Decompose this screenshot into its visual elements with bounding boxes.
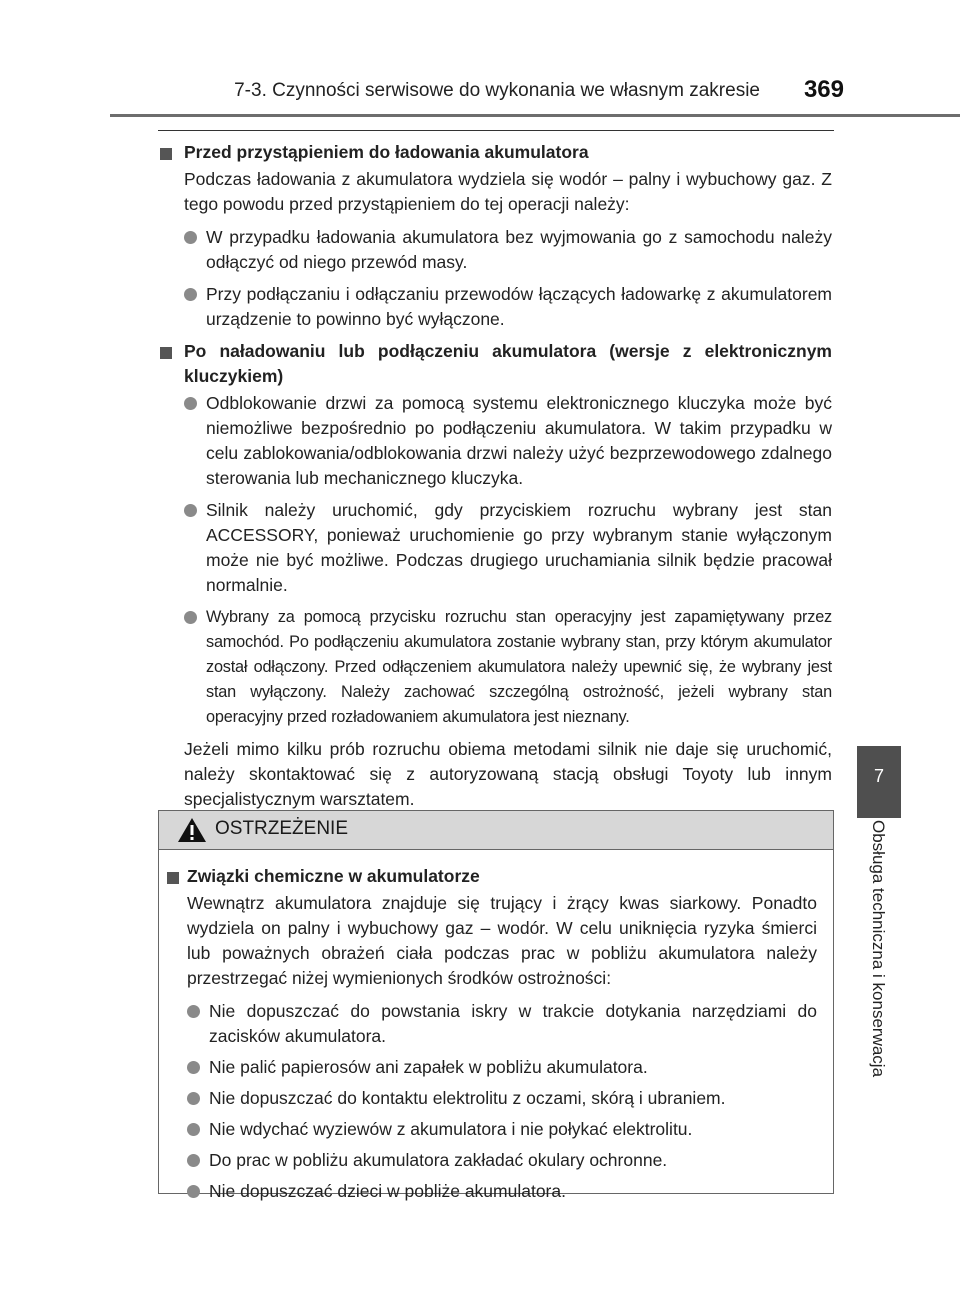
- list-item: [160, 225, 832, 275]
- header-divider: [110, 114, 960, 117]
- warning-title: OSTRZEŻENIE: [215, 818, 349, 839]
- header-title: 7-3. Czynności serwisowe do wykonania we własnym zakresie: [234, 80, 760, 101]
- list-item-text: Przy podłączaniu i odłączaniu przewodów łączących ładowarkę z akumulatorem urządzenie to powinno być wyłączone.: [206, 284, 832, 329]
- warning-heading: [167, 864, 817, 889]
- list-item-text: W przypadku ładowania akumulatora bez wyjmowania go z samochodu należy odłączyć od niego przewód masy.: [206, 227, 832, 272]
- section-heading-text: Po naładowaniu lub podłączeniu akumulatora (wersje z elektronicznym kluczykiem): [184, 341, 832, 386]
- warning-intro: Wewnątrz akumulatora znajduje się trujący i żrący kwas siarkowy. Ponadto wydziela on palny i wybuchowy gaz – wodór. W celu uniknięcia ryzyka śmierci lub poważnych obrażeń ciała podczas prac w pobliżu akumulatora należy przestrzegać niżej wymienionych środków ostrożności:: [187, 893, 817, 988]
- round-bullet-icon: [187, 1061, 200, 1074]
- round-bullet-icon: [184, 504, 197, 517]
- warning-box: [158, 810, 834, 1201]
- round-bullet-icon: [187, 1185, 200, 1198]
- round-bullet-icon: [184, 397, 197, 410]
- section-heading-text: Przed przystąpieniem do ładowania akumulatora: [184, 142, 589, 162]
- page-number: 369: [803, 76, 844, 103]
- main-content: [160, 140, 832, 820]
- list-item: [167, 1179, 817, 1204]
- round-bullet-icon: [187, 1005, 200, 1018]
- warning-heading-text: Związki chemiczne w akumulatorze: [187, 866, 480, 886]
- chapter-title: Obsługa techniczna i konserwacja: [869, 820, 888, 1078]
- round-bullet-icon: [184, 288, 197, 301]
- chapter-tab: [857, 746, 901, 818]
- round-bullet-icon: [184, 231, 197, 244]
- section-heading: [160, 140, 832, 165]
- list-item-text: Silnik należy uruchomić, gdy przyciskiem rozruchu wybrany jest stan ACCESSORY, ponieważ uruchomienie go przy wybranym stanie wyłączonym może nie być możliwe. Podczas drugiego uruchamiania silnik będzie pracował normalnie.: [206, 500, 832, 595]
- list-item: [167, 1148, 817, 1173]
- list-item: [160, 498, 832, 598]
- list-item: [160, 282, 832, 332]
- list-item-text: Do prac w pobliżu akumulatora zakładać okulary ochronne.: [209, 1150, 668, 1170]
- list-item: [160, 391, 832, 491]
- list-item-text: Nie palić papierosów ani zapałek w pobliżu akumulatora.: [209, 1057, 648, 1077]
- list-item: [167, 1055, 817, 1080]
- section-intro: Podczas ładowania z akumulatora wydziela się wodór – palny i wybuchowy gaz. Z tego powodu przed przystąpieniem do tej operacji należy:: [184, 169, 832, 214]
- list-item: [167, 1117, 817, 1142]
- chapter-number: 7: [873, 766, 884, 786]
- warning-header: [159, 811, 833, 850]
- content-divider: [158, 130, 834, 131]
- square-bullet-icon: [160, 347, 172, 359]
- page-header: [0, 0, 960, 120]
- square-bullet-icon: [160, 148, 172, 160]
- square-bullet-icon: [167, 872, 179, 884]
- list-item-text: Nie dopuszczać do kontaktu elektrolitu z oczami, skórą i ubraniem.: [209, 1088, 726, 1108]
- round-bullet-icon: [184, 611, 197, 624]
- warning-triangle-icon: [177, 817, 207, 843]
- list-item: [160, 605, 832, 730]
- list-item-text: Nie dopuszczać do powstania iskry w trakcie dotykania narzędziami do zacisków akumulatora.: [209, 1001, 817, 1046]
- warning-content: [159, 850, 833, 1204]
- round-bullet-icon: [187, 1123, 200, 1136]
- section-heading: [160, 339, 832, 389]
- list-item-text: Nie dopuszczać dzieci w pobliże akumulatora.: [209, 1181, 566, 1201]
- list-item-text: Odblokowanie drzwi za pomocą systemu elektronicznego kluczyka może być niemożliwe bezpośrednio po podłączeniu akumulatora. W takim przypadku w celu zablokowania/odblokowania drzwi należy użyć bezprzewodowego zdalnego sterowania lub mechanicznego kluczyka.: [206, 393, 832, 488]
- list-item: [167, 1086, 817, 1111]
- round-bullet-icon: [187, 1092, 200, 1105]
- section-closing: Jeżeli mimo kilku prób rozruchu obiema metodami silnik nie daje się uruchomić, należy skontaktować się z autoryzowaną stacją obsługi Toyoty lub innym specjalistycznym warsztatem.: [184, 739, 832, 809]
- list-item-text: Nie wdychać wyziewów z akumulatora i nie połykać elektrolitu.: [209, 1119, 693, 1139]
- round-bullet-icon: [187, 1154, 200, 1167]
- list-item: [167, 999, 817, 1049]
- list-item-text: Wybrany za pomocą przycisku rozruchu stan operacyjny jest zapamiętywany przez samochód. Po podłączeniu akumulatora zostanie wybrany stan, przy którym akumulator został odłączony. Przed odłączeniem akumulatora należy upewnić się, że wybrany jest stan wyłączony. Należy zachować szczególną ostrożność, jeżeli wybrany stan operacyjny przed rozładowaniem akumulatora jest nieznany.: [206, 608, 832, 726]
